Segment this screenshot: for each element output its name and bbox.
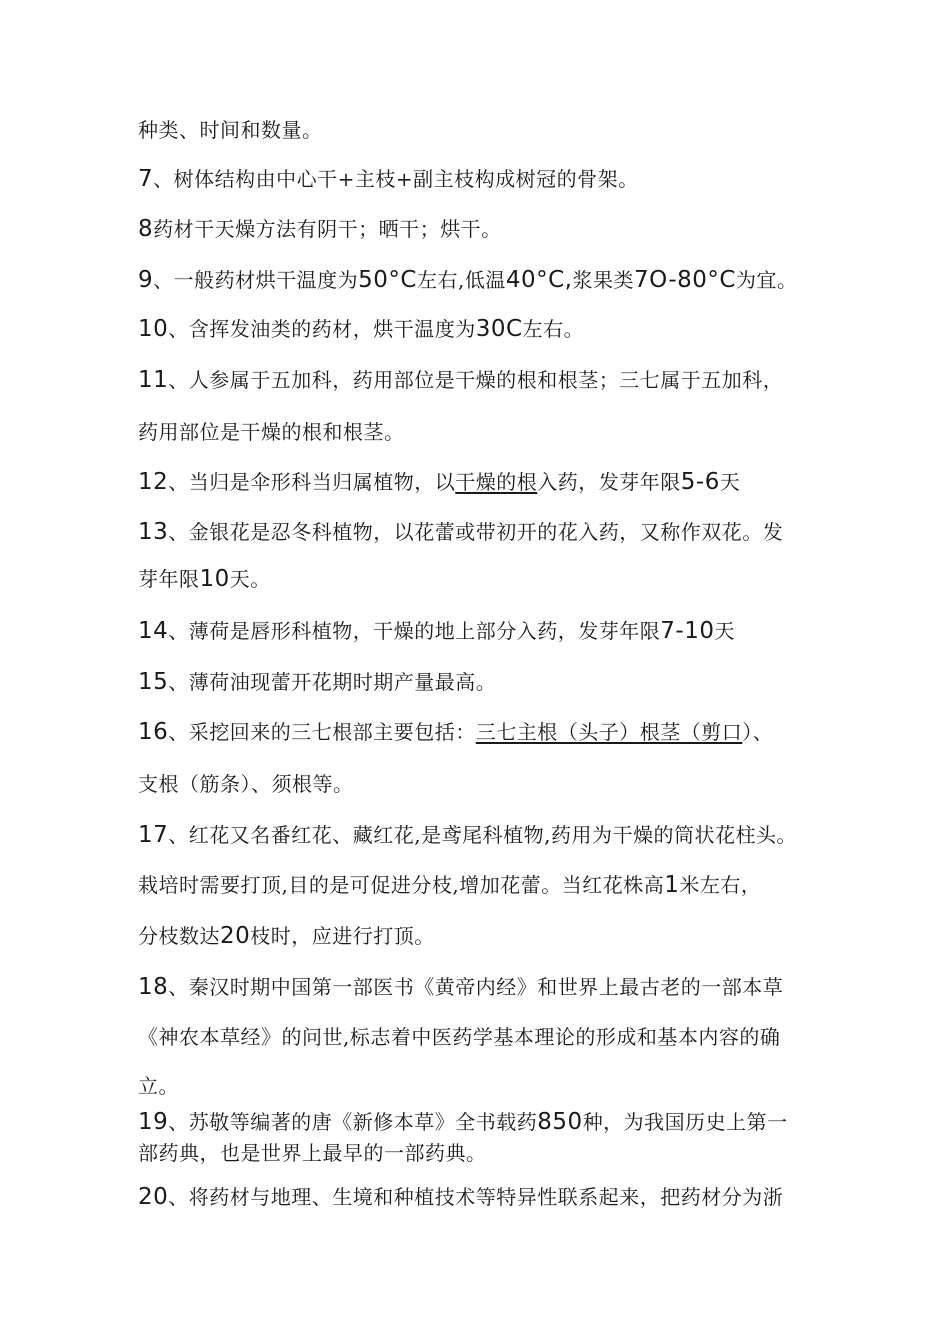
text-line bbox=[138, 165, 639, 193]
text-segment: 、苏敬等编著的唐《新修本草》全书载药 bbox=[168, 1110, 538, 1134]
text-segment: 药材干天燥方法有阴干；晒干；烘干。 bbox=[153, 217, 502, 241]
underlined-text: 干燥的根 bbox=[455, 470, 538, 494]
text-line bbox=[138, 518, 783, 546]
text-line bbox=[138, 315, 584, 343]
text-segment: 、采挖回来的三七根部主要包括： bbox=[168, 720, 476, 744]
text-line bbox=[138, 1108, 788, 1136]
text-segment: 部药典，也是世界上最早的一部药典。 bbox=[138, 1141, 487, 1165]
text-segment: 、金银花是忍冬科植物，以花蕾或带初开的花入药，又称作双花。发 bbox=[168, 520, 784, 544]
text-segment: 、薄荷是唇形科植物，干燥的地上部分入药，发芽年限 bbox=[168, 619, 661, 643]
number-text: 30C bbox=[475, 316, 523, 342]
text-segment: 、红花又名番红花、藏红花,是鸢尾科植物,药用为干燥的筒状花柱头。 bbox=[168, 823, 797, 847]
number-text: 5-6 bbox=[680, 469, 720, 495]
text-line bbox=[138, 468, 740, 496]
number-text: 15 bbox=[138, 669, 169, 695]
text-segment: 左右。 bbox=[522, 317, 585, 341]
text-segment: 栽培时需要打顶,目的是可促进分枝,增加花蕾。当红花株高 bbox=[138, 873, 665, 897]
number-text: 20 bbox=[138, 1184, 169, 1210]
text-line bbox=[138, 871, 761, 899]
number-text: 16 bbox=[138, 719, 169, 745]
text-line bbox=[138, 821, 797, 849]
text-line bbox=[138, 770, 354, 798]
text-segment: 支根（筋条）、须根等。 bbox=[138, 772, 354, 796]
text-line bbox=[138, 1072, 179, 1100]
text-segment: 枝时，应进行打顶。 bbox=[250, 924, 435, 948]
number-text: 10 bbox=[138, 316, 169, 342]
text-line bbox=[138, 215, 502, 243]
text-line bbox=[138, 617, 735, 645]
text-line bbox=[138, 1023, 780, 1051]
number-text: 7 bbox=[138, 166, 154, 192]
text-segment: ）、 bbox=[742, 720, 774, 744]
text-segment: 、将药材与地理、生境和种植技术等特异性联系起来，把药材分为浙 bbox=[168, 1185, 784, 1209]
number-text: 7-10 bbox=[660, 618, 715, 644]
text-segment: 种，为我国历史上第一 bbox=[582, 1110, 788, 1134]
text-segment: 天 bbox=[719, 470, 741, 494]
text-line bbox=[138, 565, 271, 593]
text-segment: 浆果类 bbox=[572, 268, 634, 292]
number-text: 14 bbox=[138, 618, 169, 644]
number-text: 13 bbox=[138, 519, 169, 545]
text-segment: 药用部位是干燥的根和根茎。 bbox=[138, 420, 405, 444]
number-text: 40°C, bbox=[505, 267, 573, 293]
number-text: 12 bbox=[138, 469, 169, 495]
text-segment: 、树体结构由中心干+主枝+副主枝构成树冠的骨架。 bbox=[153, 167, 639, 191]
text-line bbox=[138, 418, 405, 446]
number-text: 10 bbox=[199, 566, 230, 592]
number-text: 850 bbox=[537, 1109, 583, 1135]
text-segment: 分枝数达 bbox=[138, 924, 220, 948]
text-line bbox=[138, 973, 783, 1001]
text-segment: 、秦汉时期中国第一部医书《黄帝内经》和世界上最古老的一部本草 bbox=[168, 975, 784, 999]
text-line bbox=[138, 266, 797, 294]
text-line bbox=[138, 1139, 487, 1167]
text-segment: 米左右， bbox=[679, 873, 762, 897]
text-segment: 左右,低温 bbox=[416, 268, 506, 292]
underlined-text: 三七主根（头子）根茎（剪口 bbox=[475, 720, 743, 744]
number-text: 11 bbox=[138, 367, 169, 393]
text-segment: 为宜。 bbox=[735, 268, 798, 292]
text-segment: 、人参属于五加科，药用部位是干燥的根和根茎；三七属于五加科， bbox=[168, 368, 784, 392]
text-segment: 入药，发芽年限 bbox=[537, 470, 681, 494]
text-segment: 、一般药材烘干温度为 bbox=[153, 268, 359, 292]
text-segment: 、薄荷油现蕾开花期时期产量最高。 bbox=[168, 670, 497, 694]
number-text: 19 bbox=[138, 1109, 169, 1135]
number-text: 1 bbox=[664, 872, 680, 898]
text-line bbox=[138, 922, 435, 950]
text-segment: 种类、时间和数量。 bbox=[138, 118, 323, 142]
text-segment: 芽年限 bbox=[138, 567, 200, 591]
text-segment: 立。 bbox=[138, 1074, 179, 1098]
text-segment: 天。 bbox=[229, 567, 271, 591]
number-text: 17 bbox=[138, 822, 169, 848]
text-line bbox=[138, 116, 323, 144]
text-line bbox=[138, 718, 773, 746]
text-segment: 《神农本草经》的问世,标志着中医药学基本理论的形成和基本内容的确 bbox=[138, 1025, 781, 1049]
text-segment: 、含挥发油类的药材，烘干温度为 bbox=[168, 317, 476, 341]
number-text: 18 bbox=[138, 974, 169, 1000]
text-line bbox=[138, 366, 783, 394]
text-segment: 、当归是伞形科当归属植物，以 bbox=[168, 470, 456, 494]
number-text: 50°C bbox=[358, 267, 417, 293]
number-text: 20 bbox=[220, 923, 251, 949]
text-line bbox=[138, 668, 496, 696]
number-text: 8 bbox=[138, 216, 154, 242]
number-text: 9 bbox=[138, 267, 154, 293]
number-text: 7O-80°C bbox=[633, 267, 736, 293]
text-segment: 天 bbox=[714, 619, 735, 643]
text-line bbox=[138, 1183, 783, 1211]
